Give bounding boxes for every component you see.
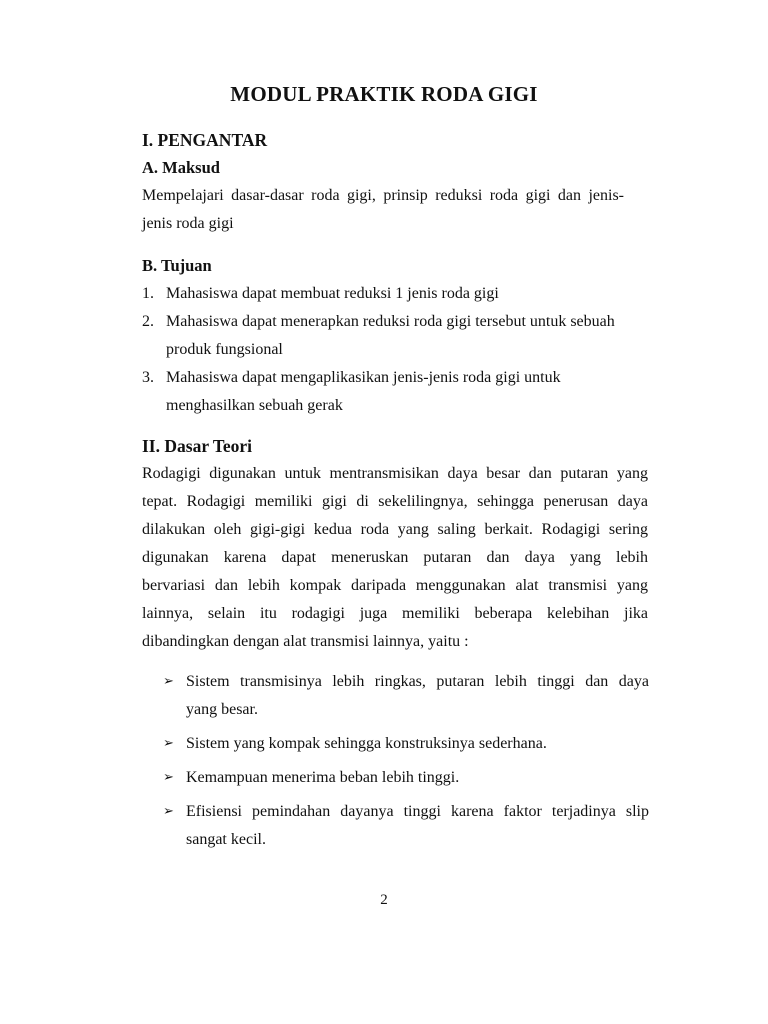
bullet-line: Sistem yang kompak sehingga konstruksinya sederhana. xyxy=(186,735,547,752)
list-item-text: Mahasiswa dapat mengaplikasikan jenis-jenis roda gigi untuk xyxy=(166,369,561,386)
dasar-teori-paragraph xyxy=(142,460,648,656)
bullet-line: yang besar. xyxy=(186,701,258,718)
section-heading-pengantar: I. PENGANTAR xyxy=(142,130,268,150)
list-item-text: menghasilkan sebuah gerak xyxy=(166,397,343,414)
maksud-paragraph xyxy=(142,182,624,238)
page-title: MODUL PRAKTIK RODA GIGI xyxy=(230,82,538,106)
list-item-text: produk fungsional xyxy=(166,341,283,358)
list-number: 2. xyxy=(142,313,154,330)
list-number: 1. xyxy=(142,285,154,302)
arrow-bullet-icon: ➢ xyxy=(163,804,174,819)
section-heading-dasar-teori: II. Dasar Teori xyxy=(142,436,253,456)
paragraph-line: dilakukan oleh gigi-gigi kedua roda yang saling berkait. Rodagigi sering xyxy=(142,521,648,538)
subheading-tujuan: B. Tujuan xyxy=(142,256,212,275)
arrow-bullet-icon: ➢ xyxy=(163,770,174,785)
bullet-line: Kemampuan menerima beban lebih tinggi. xyxy=(186,769,460,786)
arrow-bullet-icon: ➢ xyxy=(163,736,174,751)
paragraph-line: tepat. Rodagigi memiliki gigi di sekelilingnya, sehingga penerusan daya xyxy=(142,493,648,510)
list-item-text: Mahasiswa dapat membuat reduksi 1 jenis roda gigi xyxy=(166,285,499,302)
bullet-line: Efisiensi pemindahan dayanya tinggi karena faktor terjadinya slip xyxy=(186,803,649,820)
page-number: 2 xyxy=(380,892,388,908)
maksud-line: Mempelajari dasar-dasar roda gigi, prinsip reduksi roda gigi dan jenis- xyxy=(142,187,624,204)
paragraph-line: bervariasi dan lebih kompak daripada menggunakan alat transmisi yang xyxy=(142,577,648,594)
subheading-maksud: A. Maksud xyxy=(142,158,220,177)
paragraph-line: lainnya, selain itu rodagigi juga memiliki beberapa kelebihan jika xyxy=(142,605,648,622)
bullet-line: Sistem transmisinya lebih ringkas, putaran lebih tinggi dan daya xyxy=(186,673,649,690)
paragraph-line: digunakan karena dapat meneruskan putaran dan daya yang lebih xyxy=(142,549,648,566)
arrow-bullet-icon: ➢ xyxy=(163,674,174,689)
paragraph-line: dibandingkan dengan alat transmisi lainnya, yaitu : xyxy=(142,633,469,650)
bullet-line: sangat kecil. xyxy=(186,831,266,848)
paragraph-line: Rodagigi digunakan untuk mentransmisikan daya besar dan putaran yang xyxy=(142,465,648,482)
list-item-text: Mahasiswa dapat menerapkan reduksi roda gigi tersebut untuk sebuah xyxy=(166,313,615,330)
maksud-line: jenis roda gigi xyxy=(142,215,234,232)
list-number: 3. xyxy=(142,369,154,386)
